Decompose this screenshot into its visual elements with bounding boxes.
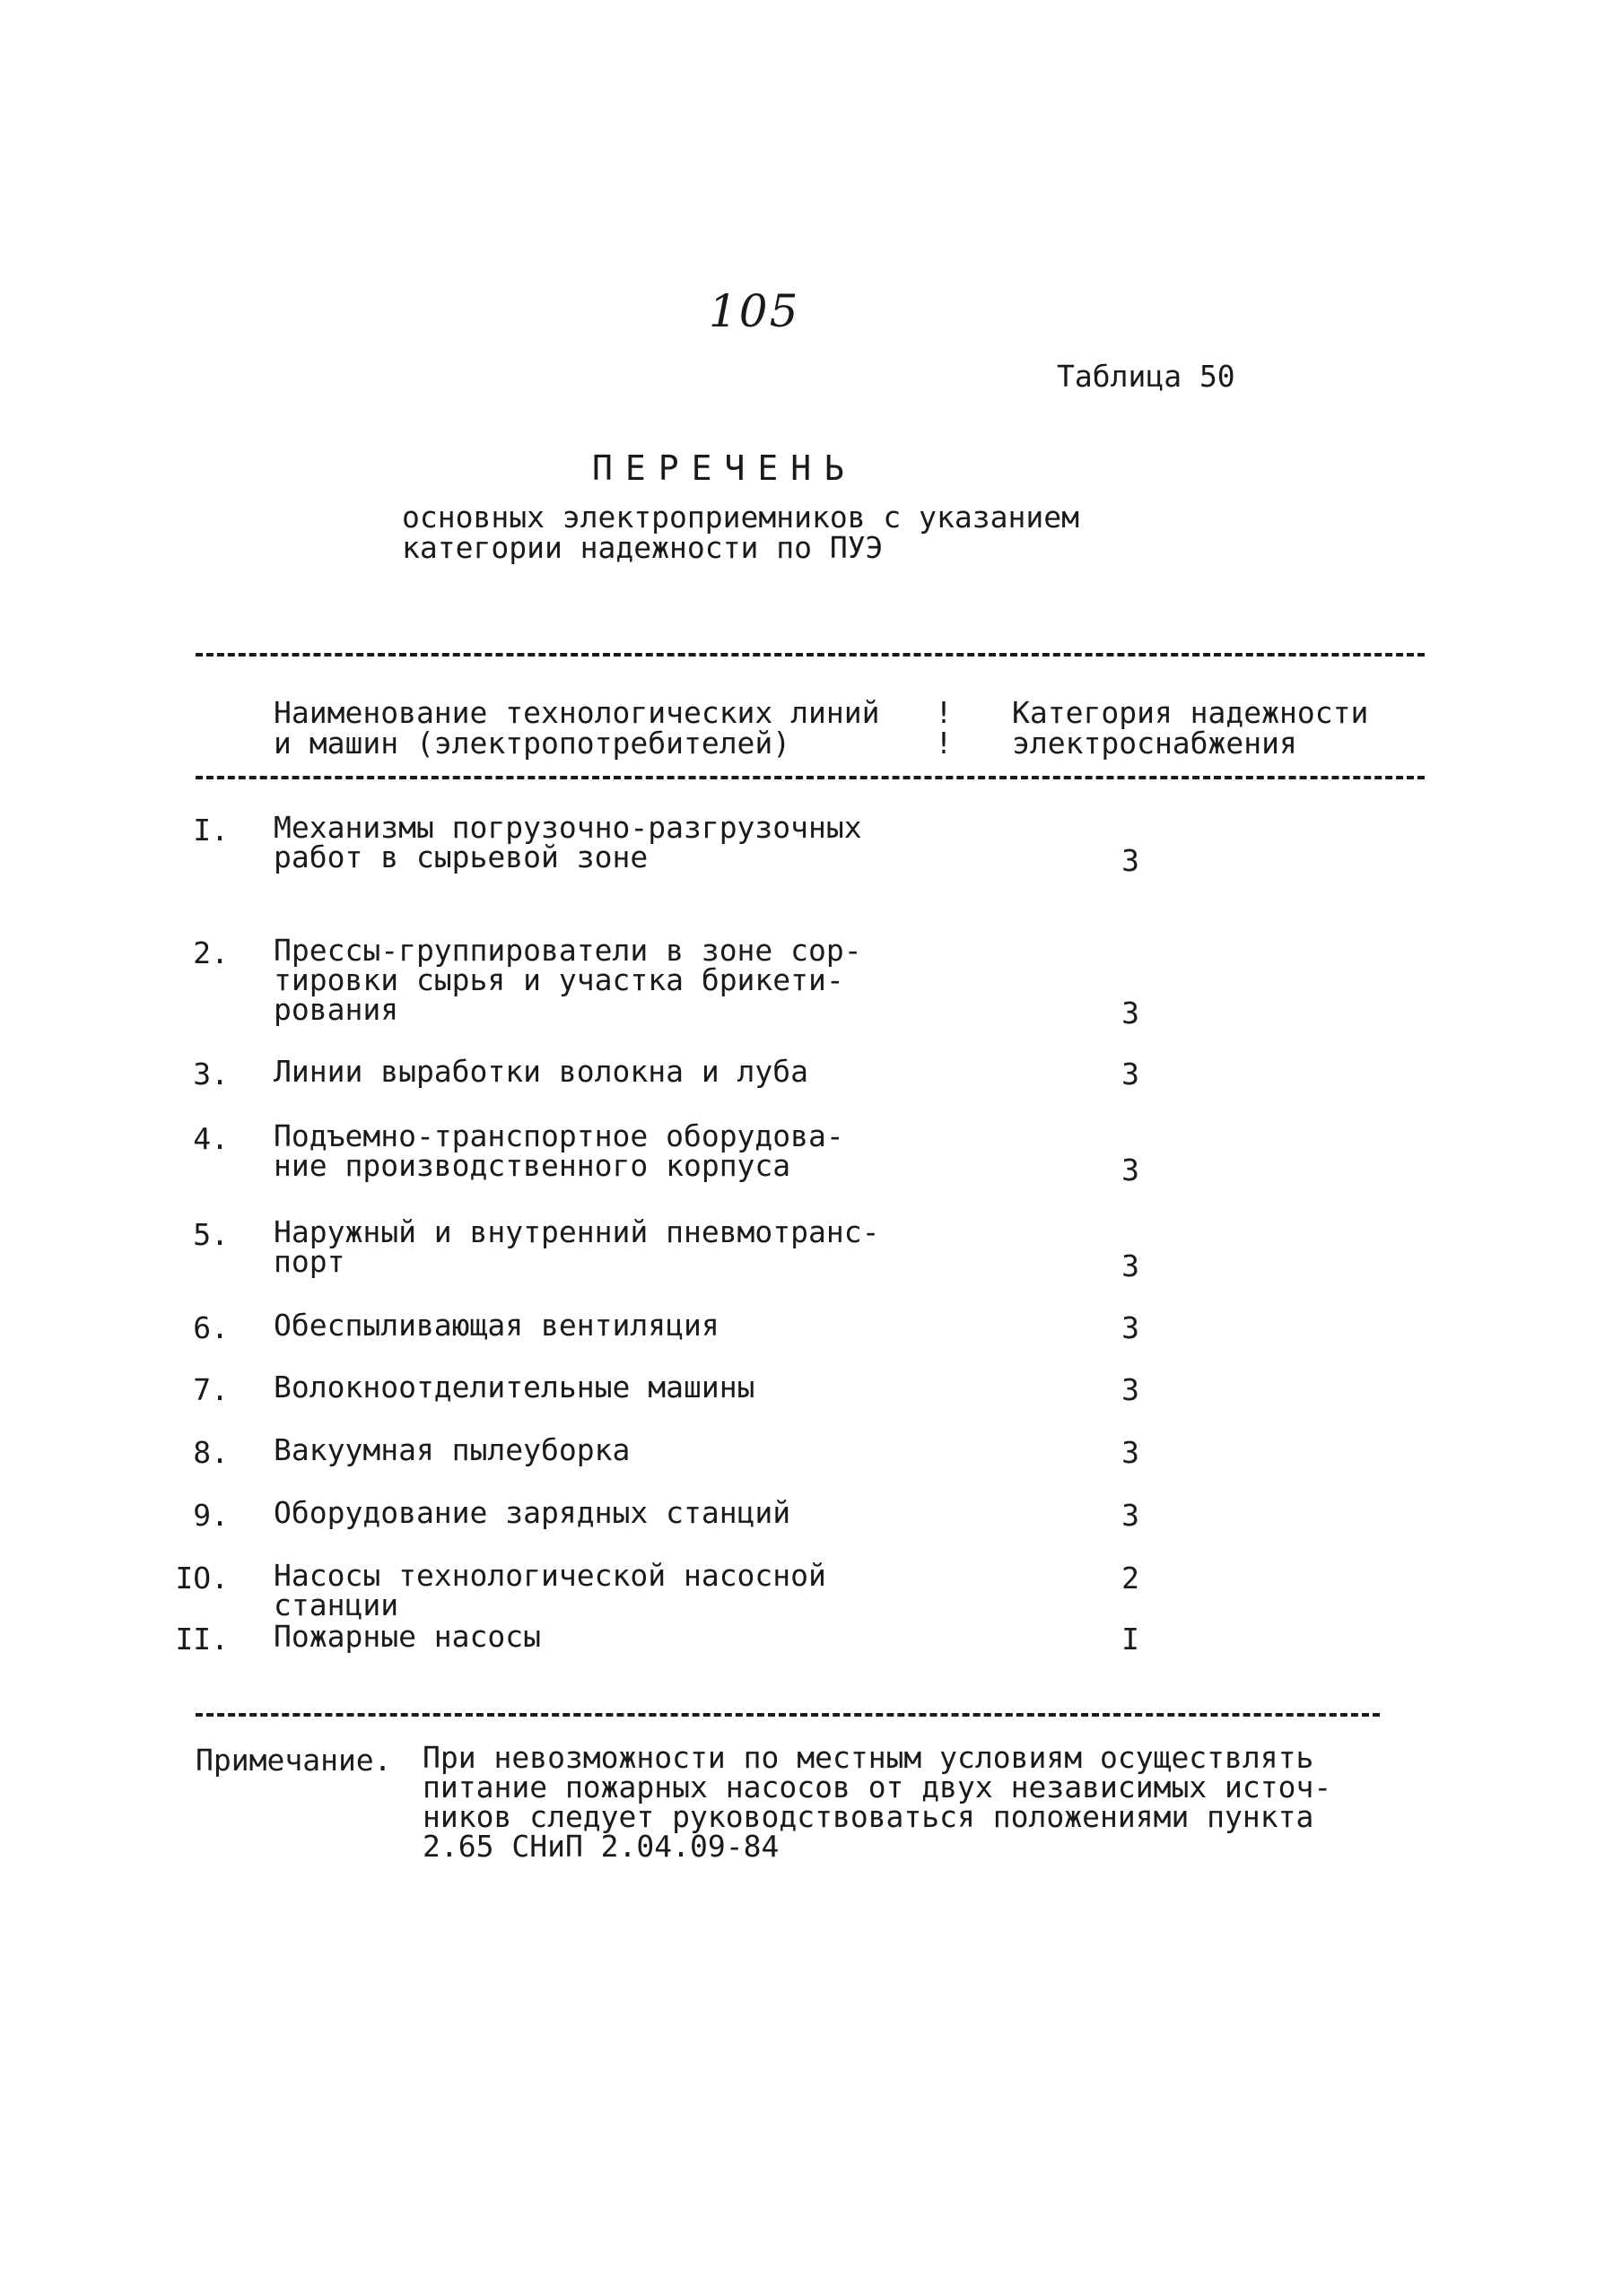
row-number: 2. [193, 935, 229, 970]
row-category: 3 [1121, 1057, 1139, 1091]
row-name: Прессы-группирователи в зоне сор- тировки сырья и участка брикети- рования [274, 933, 862, 1027]
row-number: 7. [193, 1372, 229, 1407]
table-top-rule [196, 653, 1425, 657]
row-name: Вакуумная пылеуборка [274, 1432, 631, 1467]
header-line: и машин (электропотребителей) [274, 726, 791, 761]
note-text: При невозможности по местным условиям осуществлять питание пожарных насосов от двух независимых источ- ников следует руководствоваться положениями пункта 2.65 СНиП 2.04.09-84 [423, 1740, 1332, 1864]
row-name: Линии выработки волокна и луба [274, 1054, 809, 1089]
header-separator-mark: ! [935, 726, 953, 761]
row-number: 3. [193, 1057, 229, 1091]
header-line: электроснабжения [1012, 726, 1297, 761]
table-bottom-rule [196, 1713, 1380, 1717]
header-col-category [1012, 695, 1369, 761]
row-category: 3 [1121, 1310, 1139, 1345]
header-bottom-rule [196, 776, 1425, 779]
row-category: 3 [1121, 996, 1139, 1031]
row-category: 3 [1121, 1435, 1139, 1470]
row-category: 3 [1121, 1372, 1139, 1407]
row-number: 9. [193, 1498, 229, 1533]
row-name: Наружный и внутренний пневмотранс- порт [274, 1214, 880, 1279]
row-name: Оборудование зарядных станций [274, 1495, 791, 1530]
subtitle-line: категории надежности по ПУЭ [402, 530, 884, 565]
header-col-name [274, 695, 880, 761]
row-category: 3 [1121, 1152, 1139, 1187]
row-name: Обеспыливающая вентиляция [274, 1308, 719, 1343]
row-name: Пожарные насосы [274, 1619, 542, 1654]
row-number: 4. [193, 1121, 229, 1156]
table-label: Таблица 50 [1057, 359, 1235, 394]
row-number: 8. [193, 1435, 229, 1470]
header-separator-mark: ! [935, 695, 953, 730]
document-title: ПЕРЕЧЕНЬ [592, 448, 858, 488]
row-number: I. [193, 813, 229, 848]
row-category: I [1121, 1622, 1139, 1657]
row-number: IO. [175, 1561, 229, 1596]
header-separator [935, 695, 953, 761]
row-name: Механизмы погрузочно-разгрузочных работ в сырьевой зоне [274, 810, 862, 874]
row-category: 3 [1121, 1248, 1139, 1283]
header-line: Категория надежности [1012, 695, 1369, 730]
row-name: Насосы технологической насосной станции [274, 1558, 826, 1622]
subtitle-line: основных электроприемников с указанием [402, 500, 1079, 535]
row-name: Волокноотделительные машины [274, 1370, 755, 1405]
page-number: 105 [709, 285, 800, 337]
row-number: 6. [193, 1310, 229, 1345]
row-number: II. [175, 1622, 229, 1657]
row-name: Подъемно-транспортное оборудова- ние производственного корпуса [274, 1118, 844, 1183]
row-category: 2 [1121, 1561, 1139, 1596]
row-category: 3 [1121, 1498, 1139, 1533]
note-label: Примечание. [196, 1743, 392, 1778]
row-category: 3 [1121, 843, 1139, 878]
row-number: 5. [193, 1217, 229, 1252]
document-subtitle [402, 502, 1079, 563]
header-line: Наименование технологических линий [274, 695, 880, 730]
